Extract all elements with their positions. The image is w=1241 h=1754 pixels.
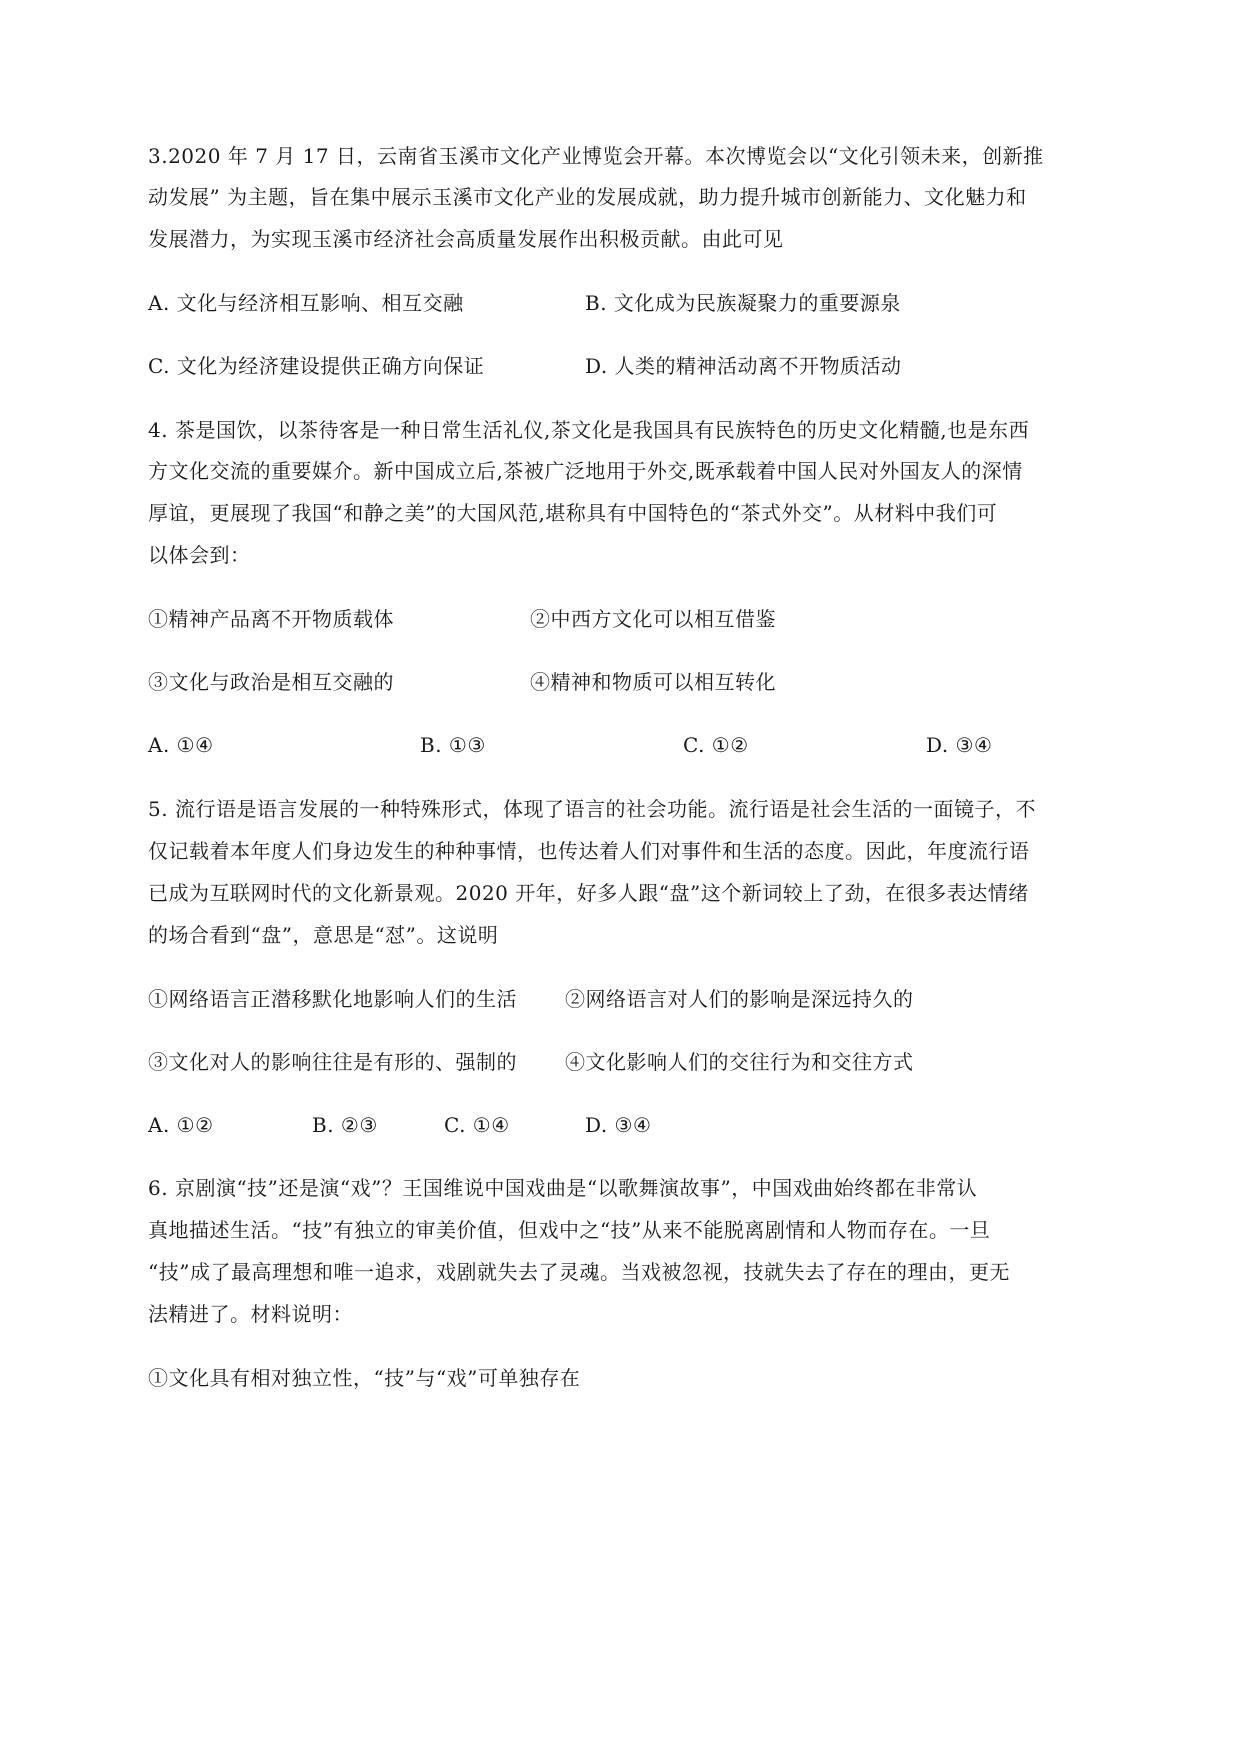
q5-statement-1: ①网络语言正潜移默化地影响人们的生活 (148, 987, 517, 1011)
q4-option-d: D. ③④ (926, 733, 993, 757)
q4-option-a: A. ①④ (148, 733, 214, 757)
q3-option-c: C. 文化为经济建设提供正确方向保证 (148, 354, 485, 378)
q4-option-c: C. ①② (683, 733, 749, 757)
q4-statement-1: ①精神产品离不开物质载体 (148, 607, 394, 631)
q4-stem-line-2: 方文化交流的重要媒介。新中国成立后,茶被广泛地用于外交,既承载着中国人民对外国友人的深情 (148, 459, 1023, 483)
q4-stem-line-3: 厚谊，更展现了我国“和静之美”的大国风范,堪称具有中国特色的“茶式外交”。从材料中我们可 (148, 501, 998, 525)
q3-option-b: B. 文化成为民族凝聚力的重要源泉 (585, 291, 901, 315)
q5-option-b: B. ②③ (312, 1113, 378, 1137)
q6-statement-1: ①文化具有相对独立性，“技”与“戏”可单独存在 (148, 1366, 581, 1390)
q6-stem-line-4: 法精进了。材料说明： (148, 1302, 353, 1326)
q5-statement-2: ②网络语言对人们的影响是深远持久的 (565, 987, 914, 1011)
q3-stem-line-3: 发展潜力，为实现玉溪市经济社会高质量发展作出积极贡献。由此可见 (148, 227, 784, 251)
q5-option-a: A. ①② (148, 1113, 214, 1137)
q4-stem-line-4: 以体会到： (148, 543, 251, 567)
q3-option-a: A. 文化与经济相互影响、相互交融 (148, 291, 464, 315)
q6-stem-line-1: 6. 京剧演“技”还是演“戏”？王国维说中国戏曲是“以歌舞演故事”，中国戏曲始终都在非常认 (148, 1176, 978, 1200)
q6-stem-line-3: “技”成了最高理想和唯一追求，戏剧就失去了灵魂。当戏被忽视，技就失去了存在的理由，更无 (148, 1260, 1010, 1284)
q5-statement-4: ④文化影响人们的交往行为和交往方式 (565, 1050, 914, 1074)
q4-stem-line-1: 4. 茶是国饮，以茶待客是一种日常生活礼仪,茶文化是我国具有民族特色的历史文化精髓,也是东西 (148, 418, 1030, 442)
q3-option-d: D. 人类的精神活动离不开物质活动 (585, 354, 902, 378)
q5-stem-line-2: 仅记载着本年度人们身边发生的种种事情，也传达着人们对事件和生活的态度。因此，年度流行语 (148, 839, 1030, 863)
q4-statement-4: ④精神和物质可以相互转化 (530, 670, 776, 694)
q6-stem-line-2: 真地描述生活。“技”有独立的审美价值，但戏中之“技”从来不能脱离剧情和人物而存在。一旦 (148, 1218, 991, 1242)
q4-option-b: B. ①③ (420, 733, 486, 757)
q3-stem-line-2: 动发展” 为主题，旨在集中展示玉溪市文化产业的发展成就，助力提升城市创新能力、文化魅力和 (148, 185, 1027, 209)
q5-stem-line-1: 5. 流行语是语言发展的一种特殊形式，体现了语言的社会功能。流行语是社会生活的一面镜子，不 (148, 797, 1036, 821)
q5-option-d: D. ③④ (585, 1113, 652, 1137)
q5-stem-line-4: 的场合看到“盘”，意思是“怼”。这说明 (148, 923, 499, 947)
q5-stem-line-3: 已成为互联网时代的文化新景观。2020 开年，好多人跟“盘”这个新词较上了劲，在很多表达情绪 (148, 881, 1029, 905)
q3-stem-line-1: 3.2020 年 7 月 17 日，云南省玉溪市文化产业博览会开幕。本次博览会以“文化引领未来，创新推 (148, 144, 1044, 168)
q4-statement-2: ②中西方文化可以相互借鉴 (530, 607, 776, 631)
q5-statement-3: ③文化对人的影响往往是有形的、强制的 (148, 1050, 517, 1074)
q4-statement-3: ③文化与政治是相互交融的 (148, 670, 394, 694)
q5-option-c: C. ①④ (444, 1113, 510, 1137)
